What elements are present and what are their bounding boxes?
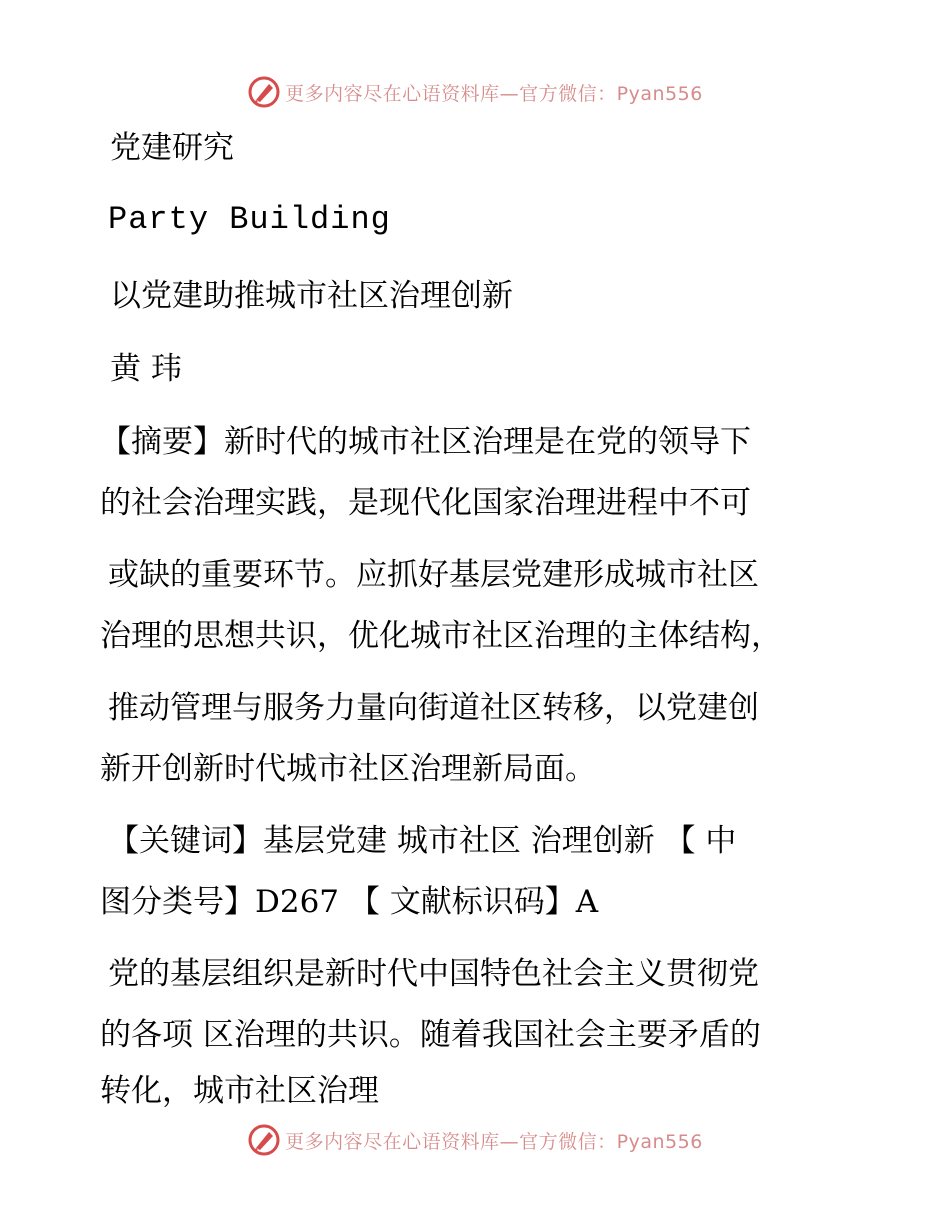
abstract-line: 的社会治理实践，是现代化国家治理进程中不可 (100, 485, 751, 521)
abstract-line: 推动管理与服务力量向街道社区转移，以党建创 (108, 690, 759, 726)
section-title-cn: 党建研究 (110, 130, 234, 166)
article-author: 黄 玮 (110, 351, 182, 387)
article-title: 以党建助推城市社区治理创新 (110, 278, 513, 314)
body-line: 党的基层组织是新时代中国特色社会主义贯彻党 (108, 956, 759, 992)
body-line: 转化，城市社区治理 (100, 1073, 379, 1109)
watermark-text: 更多内容尽在心语资料库—官方微信：Pyan556 (285, 1130, 703, 1153)
keywords-line: 【关键词】基层党建 城市社区 治理创新 【 中 (108, 823, 737, 859)
abstract-line: 新开创新时代城市社区治理新局面。 (100, 751, 596, 787)
watermark-banner-top (0, 72, 950, 112)
abstract-line: 【摘要】新时代的城市社区治理是在党的领导下 (100, 424, 751, 460)
keywords-line: 图分类号】D267 【 文献标识码】A (100, 884, 599, 920)
watermark-text: 更多内容尽在心语资料库—官方微信：Pyan556 (285, 82, 703, 105)
pen-logo-icon (247, 75, 281, 109)
abstract-line: 或缺的重要环节。应抓好基层党建形成城市社区 (108, 557, 759, 593)
body-line: 的各项 区治理的共识。随着我国社会主要矛盾的 (100, 1017, 761, 1053)
pen-logo-icon (247, 1123, 281, 1157)
watermark-banner-bottom (0, 1120, 950, 1160)
section-title-en: Party Building (108, 201, 391, 238)
abstract-line: 治理的思想共识，优化城市社区治理的主体结构， (100, 618, 782, 654)
